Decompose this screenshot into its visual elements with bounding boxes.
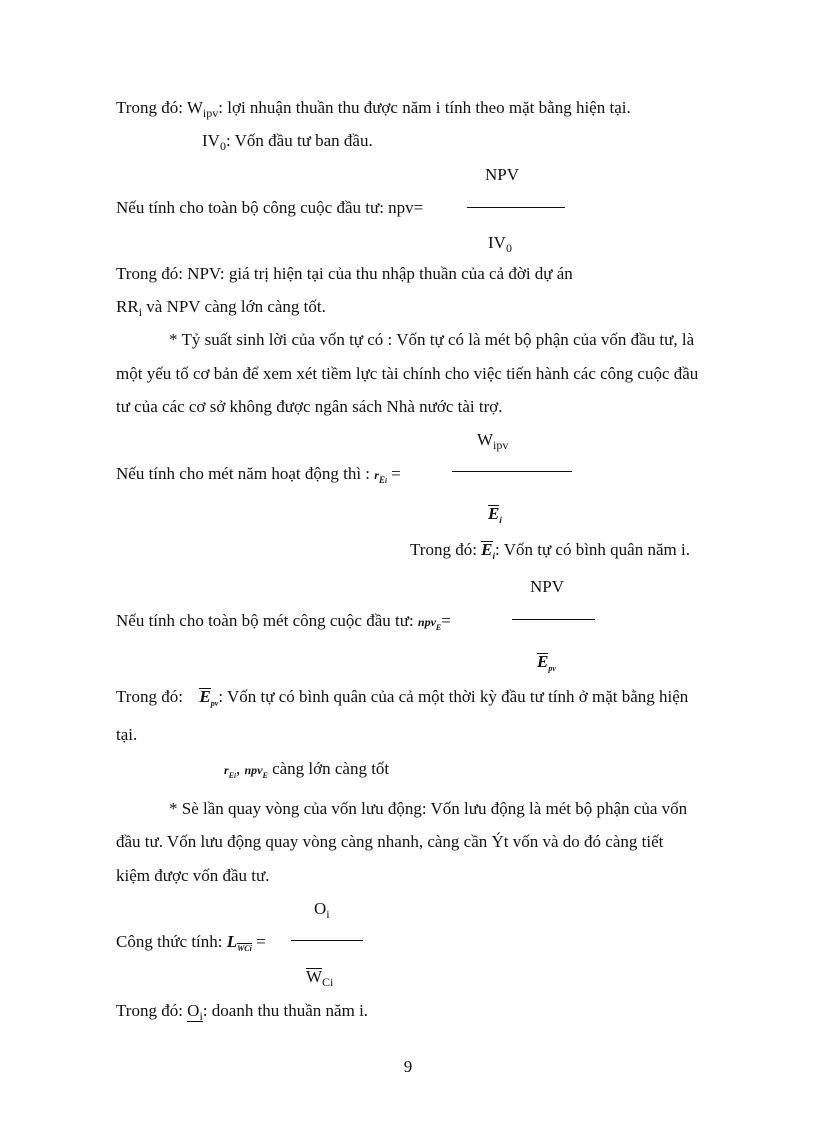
subscript: i — [492, 551, 496, 561]
symbol-l: L — [226, 932, 238, 951]
symbol-r: r — [374, 468, 379, 482]
text: Trong đó: W — [116, 98, 203, 117]
symbol-e-bar: E — [199, 687, 211, 706]
symbol-w-bar: W — [306, 967, 323, 986]
rri-statement — [116, 297, 326, 317]
symbol-sub: E — [435, 623, 442, 632]
definition-epv — [116, 687, 688, 707]
formula-npve-numerator: NPV — [530, 577, 565, 596]
symbol-sub: E — [378, 475, 385, 485]
subscript: ipv — [202, 106, 219, 120]
definition-wipv — [116, 98, 631, 118]
symbol-subsub: i — [234, 772, 236, 780]
formula-npv-numerator: NPV — [485, 165, 520, 184]
subscript: i — [326, 907, 330, 921]
paragraph-working-capital-line3: kiệm được vốn đầu tư. — [116, 866, 270, 885]
text: : doanh thu thuần năm i. — [202, 1001, 369, 1020]
definition-ei — [410, 540, 690, 560]
page-number: 9 — [403, 1057, 413, 1076]
subscript: i — [199, 1009, 203, 1023]
paragraph-equity-return-line2: một yếu tố cơ bản để xem xét tiềm lực tài chính cho việc tiến hành các công cuộc đầu — [116, 364, 699, 383]
text: Trong đó: — [116, 687, 183, 706]
subscript: pv — [210, 699, 219, 708]
formula-lwc-denominator — [306, 967, 333, 987]
symbol-sub-text: WCi — [237, 944, 252, 953]
equals: = — [391, 464, 401, 483]
formula-npve-label — [116, 611, 451, 632]
symbol-npv: npv — [244, 763, 263, 777]
definition-npv: Trong đó: NPV: giá trị hiện tại của thu nhập thuần của cả đời dự án — [116, 264, 573, 283]
subscript: 0 — [219, 139, 226, 153]
text: W — [477, 430, 494, 449]
symbol-sub: E — [262, 771, 268, 780]
text: Trong đó: — [116, 1001, 183, 1020]
symbol-r: r — [224, 763, 229, 777]
text: O — [314, 899, 327, 918]
paragraph-equity-return-line3: tư của các cơ sở không được ngân sách Nhà nước tài trợ. — [116, 397, 503, 416]
summary-larger-better — [224, 759, 389, 780]
definition-epv-continued: tại. — [116, 725, 138, 744]
subscript: 0 — [505, 241, 512, 255]
text: O — [187, 1001, 200, 1020]
formula-lwc-numerator — [314, 899, 330, 919]
text: Nếu tính cho toàn bộ mét công cuộc đầu tư: — [116, 611, 414, 630]
text: và NPV càng lớn càng tốt. — [142, 297, 326, 316]
definition-oi — [116, 1001, 368, 1022]
fraction-bar — [452, 471, 572, 472]
equals: = — [256, 932, 266, 951]
formula-npve-denominator — [537, 652, 556, 672]
formula-re-label — [116, 464, 401, 485]
formula-lwc-label — [116, 932, 266, 954]
symbol-e-bar: E — [488, 504, 500, 523]
text: IV — [202, 131, 220, 150]
text: càng lớn càng tốt — [267, 759, 390, 778]
subscript: pv — [548, 664, 556, 673]
text: Nếu tính cho mét năm hoạt động thì : — [116, 464, 371, 483]
separator: , — [235, 759, 241, 778]
symbol-sub: E — [228, 771, 235, 780]
text: Công thức tính: — [116, 932, 223, 951]
subscript: i — [499, 515, 502, 525]
symbol-e-bar: E — [537, 652, 549, 671]
text: : Vốn đầu tư ban đầu. — [225, 131, 373, 150]
symbol-npv: npv — [417, 615, 436, 629]
text: : Vốn tự có bình quân của cả một thời kỳ đầu tư tính ở mặt bằng hiện — [218, 687, 689, 706]
definition-iv0 — [202, 131, 373, 151]
fraction-bar — [467, 207, 565, 208]
formula-re-denominator — [488, 504, 502, 524]
text: IV — [488, 233, 506, 252]
text: RR — [116, 297, 139, 316]
symbol-oi — [187, 1001, 203, 1022]
paragraph-working-capital-line1: * Sè lần quay vòng của vốn lưu động: Vốn lưu động là mét bộ phận của vốn — [169, 799, 688, 818]
formula-npv-denominator — [488, 233, 512, 253]
symbol-sub — [237, 944, 252, 953]
subscript: Ci — [322, 975, 334, 989]
text: Trong đó: — [410, 540, 477, 559]
paragraph-equity-return-line1: * Tỷ suất sinh lời của vốn tự có : Vốn tự có là mét bộ phận của vốn đầu tư, là — [169, 330, 695, 349]
fraction-bar — [512, 619, 595, 620]
equals: = — [441, 611, 451, 630]
symbol-e-bar: E — [481, 540, 493, 559]
subscript: ipv — [493, 438, 509, 452]
formula-re-numerator — [477, 430, 508, 450]
fraction-bar — [291, 940, 363, 941]
formula-npv-label: Nếu tính cho toàn bộ công cuộc đầu tư: npv= — [116, 198, 424, 217]
subscript: i — [138, 305, 143, 319]
symbol-subsub: i — [384, 477, 387, 485]
paragraph-working-capital-line2: đầu tư. Vốn lưu động quay vòng càng nhanh, càng cần Ýt vốn và do đó càng tiết — [116, 832, 664, 851]
text: : Vốn tự có bình quân năm i. — [495, 540, 690, 559]
text: : lợi nhuận thuần thu được năm i tính theo mặt bằng hiện tại. — [218, 98, 631, 117]
